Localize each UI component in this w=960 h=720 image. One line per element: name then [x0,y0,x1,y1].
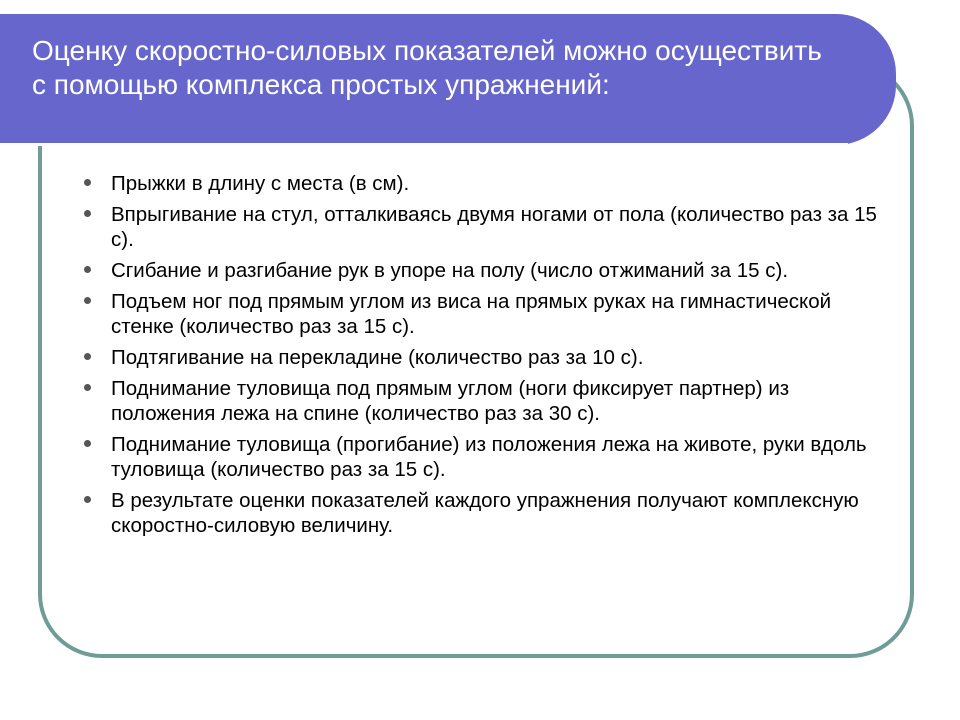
bullet-item [84,202,884,252]
title-band [0,14,896,145]
bullet-text: Сгибание и разгибание рук в упоре на полу (число отжиманий за 15 с). [111,259,789,282]
bullet-dot-icon [84,353,91,360]
bullet-dot-icon [84,266,91,273]
bullet-text: Впрыгивание на стул, отталкиваясь двумя ногами от пола (количество раз за 15 с). [111,203,877,251]
bullet-item [84,488,884,538]
bullet-item [84,345,884,370]
bullet-dot-icon [84,210,91,217]
bullet-dot-icon [84,297,91,304]
bullet-item [84,432,884,482]
bullet-item [84,171,884,196]
bullet-text: Прыжки в длину с места (в см). [111,172,410,195]
bullet-list [84,171,884,544]
bullet-text: Поднимание туловища (прогибание) из положения лежа на животе, руки вдоль туловища (количество раз за 15 с). [111,433,867,481]
bullet-text: В результате оценки показателей каждого упражнения получают комплексную скоростно-силовую величину. [111,489,859,537]
bullet-text: Подъем ног под прямым углом из виса на прямых руках на гимнастической стенке (количество раз за 15 с). [111,290,832,338]
bullet-dot-icon [84,384,91,391]
bullet-item [84,376,884,426]
bullet-text: Поднимание туловища под прямым углом (ноги фиксирует партнер) из положения лежа на спине (количество раз за 30 с). [111,377,790,425]
bullet-item [84,258,884,283]
slide-title: Оценку скоростно-силовых показателей можно осуществить с помощью комплекса простых упражнений: [32,35,822,100]
bullet-dot-icon [84,440,91,447]
bullet-dot-icon [84,496,91,503]
bullet-text: Подтягивание на перекладине (количество раз за 10 с). [111,346,644,369]
title-underline [0,143,848,146]
bullet-item [84,289,884,339]
bullet-dot-icon [84,179,91,186]
